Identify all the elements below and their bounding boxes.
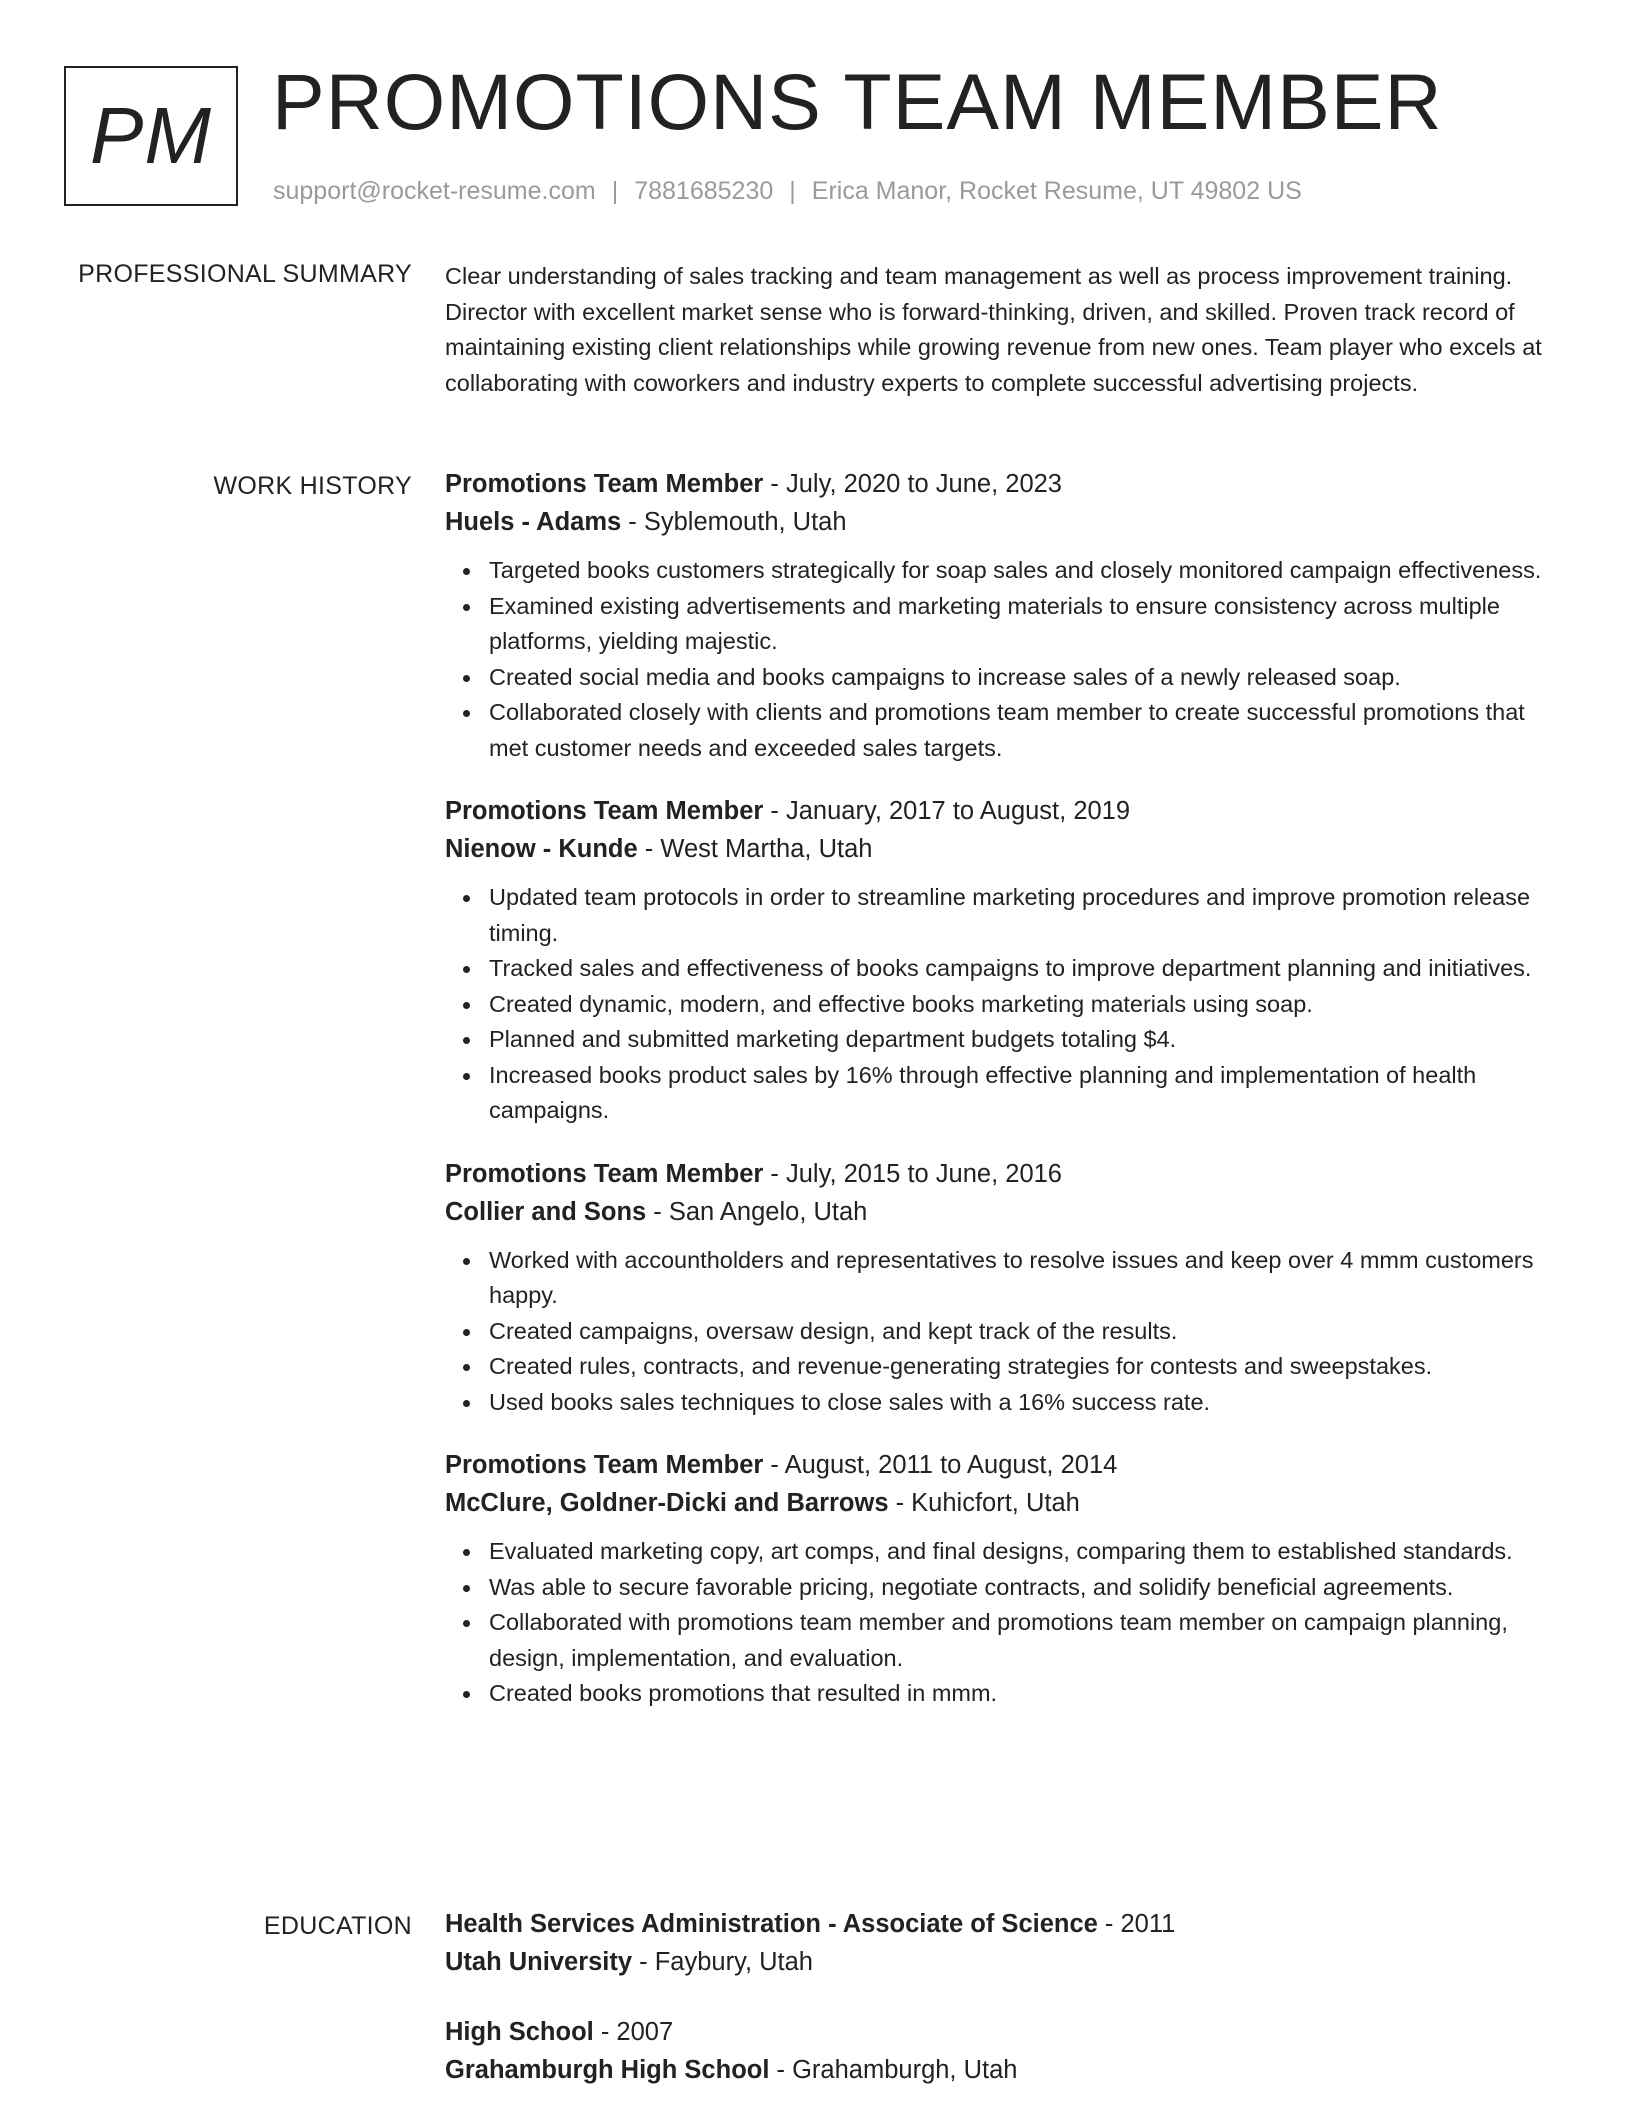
job-location: - Syblemouth, Utah bbox=[621, 508, 847, 536]
job-entry bbox=[445, 465, 1550, 766]
job-bullet: Used books sales techniques to close sales with a 16% success rate. bbox=[489, 1385, 1550, 1421]
monogram-logo: PM bbox=[64, 66, 238, 206]
job-bullet: Collaborated closely with clients and promotions team member to create successful promotions that met customer needs and exceeded sales targets. bbox=[489, 695, 1550, 766]
graduation-year: - 2011 bbox=[1097, 1910, 1176, 1938]
section-heading-work-history: WORK HISTORY bbox=[213, 472, 412, 500]
job-location: - San Angelo, Utah bbox=[646, 1197, 868, 1226]
section-heading-summary: PROFESSIONAL SUMMARY bbox=[78, 260, 412, 288]
job-bullet: Created social media and books campaigns to increase sales of a newly released soap. bbox=[489, 660, 1550, 696]
contact-separator: | bbox=[611, 177, 619, 205]
job-bullet-list bbox=[445, 880, 1550, 1129]
job-bullet: Was able to secure favorable pricing, negotiate contracts, and solidify beneficial agreements. bbox=[489, 1570, 1550, 1606]
education-entry bbox=[445, 2013, 1550, 2089]
job-bullet: Created campaigns, oversaw design, and kept track of the results. bbox=[489, 1314, 1550, 1350]
job-company-line bbox=[445, 503, 1550, 541]
job-bullet: Evaluated marketing copy, art comps, and final designs, comparing them to established standards. bbox=[489, 1534, 1550, 1570]
school-line bbox=[445, 1943, 1550, 1981]
job-bullet: Created rules, contracts, and revenue-generating strategies for contests and sweepstakes. bbox=[489, 1349, 1550, 1385]
job-title: Promotions Team Member bbox=[445, 1451, 764, 1479]
job-dates: - January, 2017 to August, 2019 bbox=[763, 797, 1131, 825]
email-text: support@rocket-resume.com bbox=[273, 177, 596, 205]
job-entry bbox=[445, 1155, 1550, 1421]
job-location: - West Martha, Utah bbox=[637, 835, 873, 863]
job-company: Nienow - Kunde bbox=[445, 835, 638, 863]
degree: Health Services Administration - Associate of Science bbox=[445, 1910, 1098, 1938]
summary-text: Clear understanding of sales tracking and team management as well as process improvement training. Director with excellent market sense who is forward-thinking, driven, and skilled. Proven track record of maintaining existing client relationships while growing revenue from new ones. Team player who excels at collaborating with coworkers and industry experts to complete successful advertising projects. bbox=[445, 263, 1542, 396]
job-bullet: Updated team protocols in order to streamline marketing procedures and improve promotion release timing. bbox=[489, 880, 1550, 951]
address-text: Erica Manor, Rocket Resume, UT 49802 US bbox=[811, 177, 1302, 205]
job-bullet: Planned and submitted marketing department budgets totaling $4. bbox=[489, 1022, 1550, 1058]
job-bullet-list bbox=[445, 553, 1550, 766]
job-bullet: Targeted books customers strategically for soap sales and closely monitored campaign effectiveness. bbox=[489, 553, 1550, 589]
school-name: Grahamburgh High School bbox=[445, 2056, 770, 2084]
job-title-line bbox=[445, 1155, 1550, 1193]
education-entry bbox=[445, 1905, 1550, 1981]
job-company: McClure, Goldner-Dicki and Barrows bbox=[445, 1489, 889, 1517]
job-location: - Kuhicfort, Utah bbox=[888, 1489, 1080, 1517]
school-name: Utah University bbox=[445, 1948, 633, 1976]
job-company-line bbox=[445, 1484, 1550, 1522]
job-title-line bbox=[445, 465, 1550, 503]
job-dates: - August, 2011 to August, 2014 bbox=[763, 1451, 1118, 1479]
job-title: Promotions Team Member bbox=[445, 470, 764, 498]
job-bullet: Created dynamic, modern, and effective books marketing materials using soap. bbox=[489, 987, 1550, 1023]
job-dates: - July, 2015 to June, 2016 bbox=[763, 1159, 1062, 1188]
job-bullet: Increased books product sales by 16% through effective planning and implementation of health campaigns. bbox=[489, 1058, 1550, 1129]
contact-separator: | bbox=[789, 177, 796, 205]
job-entry bbox=[445, 792, 1550, 1129]
job-company-line bbox=[445, 830, 1550, 868]
page-title: PROMOTIONS TEAM MEMBER bbox=[272, 57, 1443, 146]
job-bullet-list bbox=[445, 1534, 1550, 1712]
contact-line bbox=[273, 176, 1302, 206]
job-company-line bbox=[445, 1193, 1550, 1231]
degree-line bbox=[445, 1905, 1550, 1943]
job-bullet-list bbox=[445, 1243, 1550, 1421]
job-title: Promotions Team Member bbox=[445, 1159, 764, 1188]
degree-line bbox=[445, 2013, 1550, 2051]
job-company: Collier and Sons bbox=[445, 1197, 647, 1226]
job-entry bbox=[445, 1446, 1550, 1712]
job-title-line bbox=[445, 792, 1550, 830]
school-line bbox=[445, 2051, 1550, 2089]
job-title: Promotions Team Member bbox=[445, 797, 764, 825]
job-bullet: Examined existing advertisements and marketing materials to ensure consistency across multiple platforms, yielding majestic. bbox=[489, 589, 1550, 660]
graduation-year: - 2007 bbox=[593, 2018, 674, 2046]
section-heading-education: EDUCATION bbox=[263, 1912, 412, 1940]
job-bullet: Created books promotions that resulted in mmm. bbox=[489, 1676, 1550, 1712]
school-location: - Faybury, Utah bbox=[632, 1948, 813, 1976]
school-location: - Grahamburgh, Utah bbox=[769, 2056, 1018, 2084]
job-dates: - July, 2020 to June, 2023 bbox=[763, 470, 1062, 498]
job-bullet: Tracked sales and effectiveness of books campaigns to improve department planning and initiatives. bbox=[489, 951, 1550, 987]
phone-text: 7881685230 bbox=[634, 177, 774, 205]
degree: High School bbox=[445, 2018, 594, 2046]
job-title-line bbox=[445, 1446, 1550, 1484]
job-bullet: Worked with accountholders and representatives to resolve issues and keep over 4 mmm customers happy. bbox=[489, 1243, 1550, 1314]
job-company: Huels - Adams bbox=[445, 508, 622, 536]
job-bullet: Collaborated with promotions team member and promotions team member on campaign planning, design, implementation, and evaluation. bbox=[489, 1605, 1550, 1676]
